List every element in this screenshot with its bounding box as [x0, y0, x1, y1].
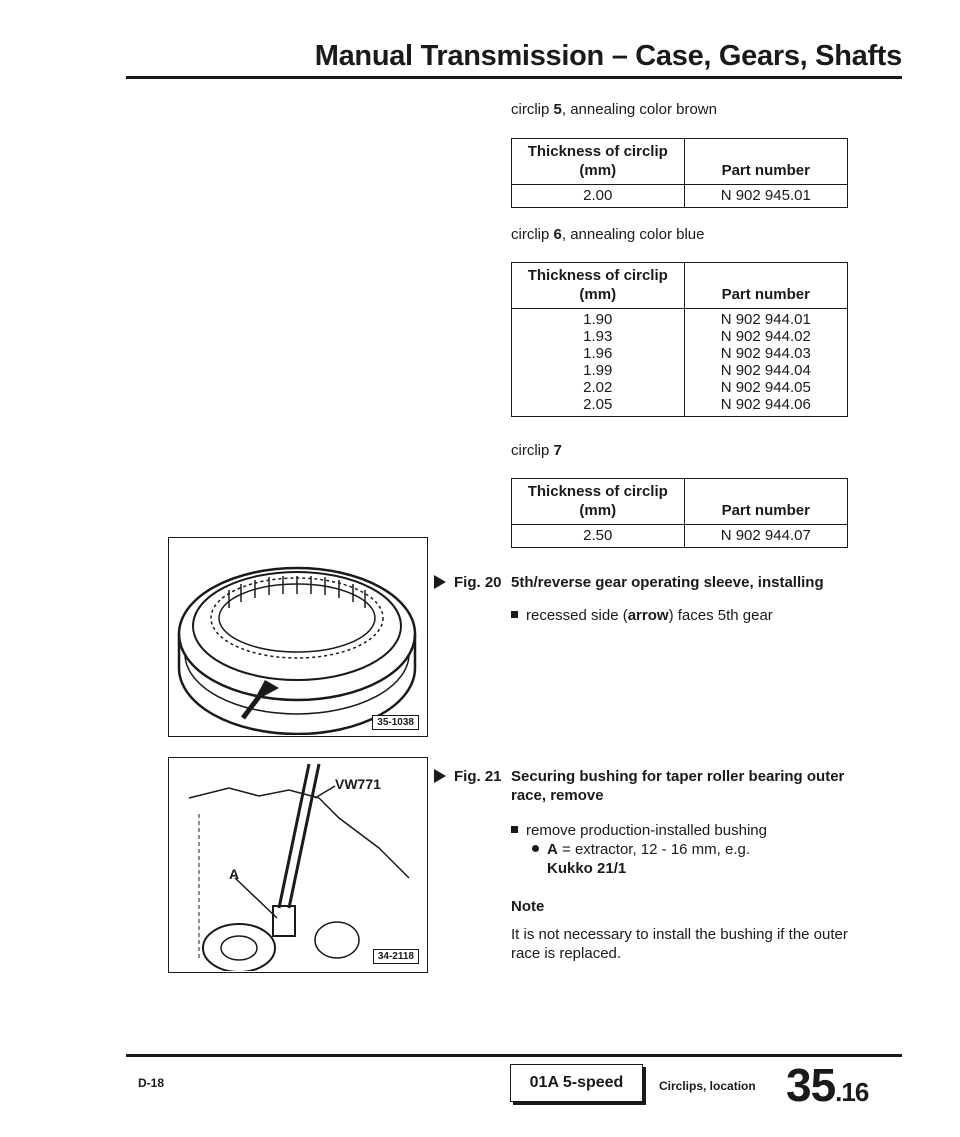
thickness-value: 1.96 [583, 345, 613, 362]
caption-text: , annealing color blue [561, 226, 705, 243]
fig20-bullet [511, 606, 872, 625]
col-thickness-header: Thickness of circlip (mm) [512, 479, 685, 525]
col-thickness-header: Thickness of circlip (mm) [512, 139, 685, 185]
footer-page-code: D-18 [138, 1076, 165, 1090]
circlip7-caption [511, 442, 562, 459]
col-thickness-header: Thickness of circlip (mm) [512, 263, 685, 309]
fig21-ref-tag: 34-2118 [373, 949, 419, 964]
bullet-bold: arrow [627, 607, 669, 624]
table-header-row [512, 479, 848, 525]
thickness-cell: 2.50 [512, 525, 685, 548]
fig21-title: Securing bushing for taper roller bearing outer race, remove [511, 768, 845, 804]
page-title: Manual Transmission – Case, Gears, Shafts [314, 40, 902, 72]
part-value: N 902 944.01 [720, 311, 811, 328]
sub-text: = extractor, 12 - 16 mm, e.g. [557, 841, 751, 858]
circlip6-table [511, 262, 848, 417]
circlip7-table [511, 478, 848, 548]
note-text: It is not necessary to install the bushing if the outer race is replaced. [511, 926, 848, 962]
circlip5-table [511, 138, 848, 208]
page-minor: .16 [835, 1077, 869, 1107]
fig20-illustration [168, 537, 428, 737]
fig21-tool-name: Kukko 21/1 [547, 860, 627, 877]
part-value: N 902 944.02 [720, 328, 811, 345]
sub-label: A [547, 841, 558, 858]
table-header-row [512, 139, 848, 185]
table-row [512, 185, 848, 208]
part-value: N 902 944.03 [720, 345, 811, 362]
part-cell [684, 309, 847, 417]
part-cell: N 902 944.07 [684, 525, 847, 548]
caption-text: , annealing color brown [561, 101, 717, 118]
table-row [512, 525, 848, 548]
caption-text: circlip [511, 101, 554, 118]
pointer-arrow-icon [434, 769, 446, 783]
fig20-heading [432, 573, 872, 592]
thickness-cell [512, 309, 685, 417]
bullet-text: ) faces 5th gear [668, 607, 773, 624]
circlip5-caption [511, 101, 717, 118]
tool-label: VW771 [335, 776, 381, 792]
thickness-cell: 2.00 [512, 185, 685, 208]
note-label: Note [511, 898, 545, 915]
thickness-value: 1.90 [583, 311, 613, 328]
extractor-drawing [169, 758, 426, 971]
fig20-ref-tag: 35-1038 [372, 715, 419, 730]
col-part-header: Part number [684, 139, 847, 185]
page-major: 35 [786, 1059, 836, 1111]
circlip6-caption [511, 226, 704, 243]
part-value: N 902 944.06 [720, 396, 811, 413]
fig21-sub-bullet [532, 840, 872, 859]
part-cell: N 902 945.01 [684, 185, 847, 208]
bullet-text: remove production-installed bushing [526, 822, 767, 839]
square-bullet-icon [511, 826, 518, 833]
fig21-illustration [168, 757, 428, 973]
footer-model-box: 01A 5-speed [510, 1064, 643, 1102]
bullet-text: recessed side ( [526, 607, 628, 624]
caption-text: circlip [511, 442, 554, 459]
part-a-label: A [229, 866, 240, 882]
sleeve-drawing [169, 538, 426, 735]
pointer-arrow-icon [434, 575, 446, 589]
circlip-number: 5 [553, 101, 562, 118]
part-value: N 902 944.04 [720, 362, 811, 379]
table-header-row [512, 263, 848, 309]
fig20-title: 5th/reverse gear operating sleeve, installing [511, 574, 824, 591]
fig20-number: Fig. 20 [454, 574, 502, 591]
fig21-block [432, 767, 872, 963]
circlip-number: 6 [553, 226, 562, 243]
caption-text: circlip [511, 226, 554, 243]
fig21-number: Fig. 21 [454, 768, 502, 785]
col-part-header: Part number [684, 263, 847, 309]
title-rule [126, 76, 902, 79]
fig21-heading [432, 767, 872, 805]
part-value: N 902 944.05 [720, 379, 811, 396]
thickness-value: 1.99 [583, 362, 613, 379]
dot-bullet-icon [532, 845, 539, 852]
thickness-value: 2.02 [583, 379, 613, 396]
square-bullet-icon [511, 611, 518, 618]
footer-page-number [786, 1058, 868, 1112]
fig21-bullet [511, 821, 872, 840]
table-row [512, 309, 848, 417]
footer-rule [126, 1054, 902, 1057]
thickness-value: 2.05 [583, 396, 613, 413]
fig20-block [432, 573, 872, 625]
col-part-header: Part number [684, 479, 847, 525]
thickness-value: 1.93 [583, 328, 613, 345]
circlip-number: 7 [553, 442, 562, 459]
footer-section-name: Circlips, location [659, 1079, 756, 1093]
